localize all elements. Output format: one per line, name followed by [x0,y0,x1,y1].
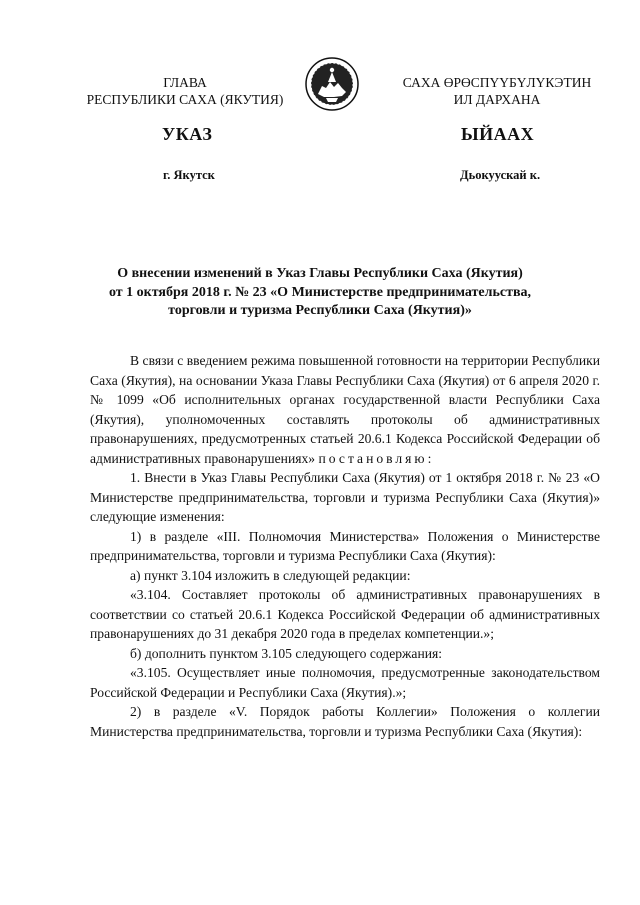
header-right-line1: САХА ӨРӨСПҮҮБҮЛҮКЭТИН [402,75,592,90]
document-title-line2: от 1 октября 2018 г. № 23 «О Министерстве предпринимательства, [108,284,532,300]
paragraph-item-1: 1. Внести в Указ Главы Республики Саха (Якутия) от 1 октября 2018 г. № 23 «О Министерстве предпринимательства, торговли и туризма Республики Саха (Якутия)» следующие изменения: [90,470,600,524]
city-sakha: Дьокуускай к. [460,168,541,182]
header-right [382,74,612,108]
paragraph-subitem-b: б) дополнить пунктом 3.105 следующего содержания: [130,645,443,661]
header-left-line1: ГЛАВА [163,75,207,90]
preamble-decree-word: постановляю: [318,450,435,466]
header-left [70,74,300,108]
paragraph-subitem-a: а) пункт 3.104 изложить в следующей редакции: [130,567,411,583]
city-ru: г. Якутск [163,168,215,182]
preamble-text: В связи с введением режима повышенной готовности на территории Республики Саха (Якутия), на основании Указа Главы Республики Саха (Якутия) от 6 апреля 2020 г. № 1099 «Об исполнительных органах государственной власти Республики Саха (Якутия), уполномоченных составлять протоколы об административных правонарушениях, предусмотренных статьей 20.6.1 Кодекса Российской Федерации об административных правонарушениях» [90,353,600,466]
paragraph-subitem-2: 2) в разделе «V. Порядок работы Коллегии» Положения о коллегии Министерства предпринимательства, торговли и туризма Республики Саха (Якутия): [90,704,600,739]
paragraph-quote-3105: «3.105. Осуществляет иные полномочия, предусмотренные законодательством Российской Федерации и Республики Саха (Якутия).»; [90,665,600,700]
paragraph-subitem-1: 1) в разделе «III. Полномочия Министерства» Положения о Министерстве предпринимательства, торговли и туризма Республики Саха (Якутия): [90,528,600,563]
header-left-line2: РЕСПУБЛИКИ САХА (ЯКУТИЯ) [86,92,284,107]
document-title-line1: О внесении изменений в Указ Главы Республики Саха (Якутия) [117,266,523,281]
document-title [80,265,560,321]
doc-type-title-ru: УКАЗ [162,124,213,144]
paragraph-quote-3104: «3.104. Составляет протоколы об административных правонарушениях в соответствии со статьей 20.6.1 Кодекса Российской Федерации об административных правонарушениях до 31 декабря 2020 года в пределах компетенции.»; [90,587,600,641]
document-title-line3: торговли и туризма Республики Саха (Якутия)» [168,303,472,318]
document-body [90,351,600,741]
paragraph-preamble [90,351,600,468]
doc-type-title-sakha: ЫЙААХ [461,124,535,144]
coat-of-arms-emblem [304,56,360,112]
header-right-line2: ИЛ ДАРХАНА [453,92,541,107]
